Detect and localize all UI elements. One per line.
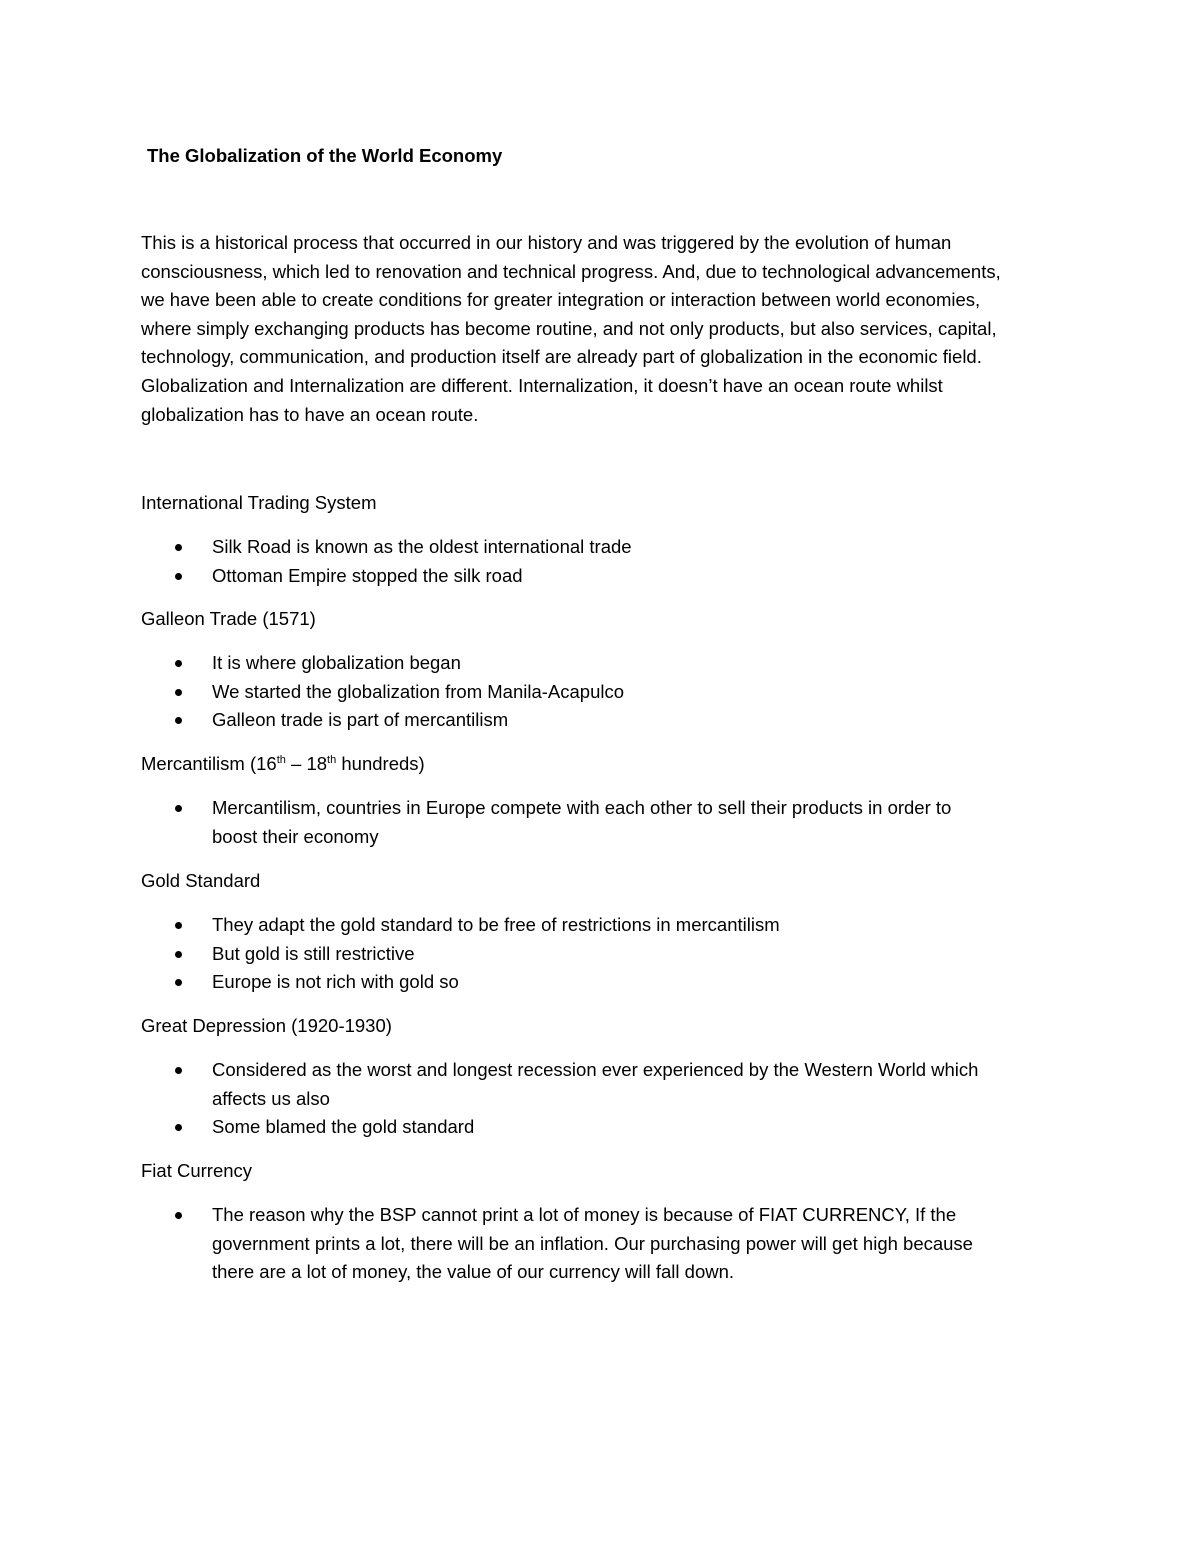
intro-line: globalization has to have an ocean route. (141, 403, 479, 425)
list-item-text: But gold is still restrictive (212, 942, 415, 964)
document-title: The Globalization of the World Economy (147, 145, 503, 166)
section-heading-gold-standard: Gold Standard (141, 870, 261, 891)
list-item-text: Silk Road is known as the oldest international trade (212, 536, 632, 557)
heading-text: hundreds) (336, 753, 425, 774)
bullet-icon (175, 1212, 182, 1219)
section-heading-galleon-trade: Galleon Trade (1571) (141, 608, 316, 629)
list-item-text: Ottoman Empire stopped the silk road (212, 564, 523, 586)
list-item (141, 911, 1081, 940)
list-item (141, 794, 1081, 851)
list-item (141, 1201, 1081, 1287)
list-item (141, 562, 1081, 591)
section-heading-mercantilism (141, 750, 425, 778)
heading-text: Mercantilism (16 (141, 753, 277, 774)
list-item (141, 706, 1081, 735)
intro-paragraph (141, 229, 1081, 429)
list-item (141, 1113, 1081, 1142)
section-heading-fiat-currency: Fiat Currency (141, 1160, 253, 1181)
list-item-text: affects us also (212, 1087, 330, 1109)
bullet-list-international-trading-system (141, 533, 1081, 590)
list-item-text: Some blamed the gold standard (212, 1116, 475, 1138)
list-item (141, 678, 1081, 707)
bullet-icon (175, 951, 182, 958)
list-item-text: They adapt the gold standard to be free of restrictions in mercantilism (212, 914, 780, 935)
bullet-list-great-depression (141, 1056, 1081, 1142)
list-item-text: We started the globalization from Manila-Acapulco (212, 680, 625, 702)
list-item (141, 649, 1081, 678)
bullet-icon (175, 573, 182, 580)
list-item-text: It is where globalization began (212, 652, 461, 673)
bullet-icon (175, 979, 182, 986)
bullet-list-fiat-currency (141, 1201, 1081, 1287)
intro-line: consciousness, which led to renovation and technical progress. And, due to technological advancements, (141, 260, 1001, 282)
ordinal-suffix: th (327, 754, 337, 766)
list-item-text: there are a lot of money, the value of our currency will fall down. (212, 1261, 735, 1283)
intro-line: technology, communication, and production itself are already part of globalization in the economic field. (141, 346, 982, 368)
list-item-text: Mercantilism, countries in Europe compete with each other to sell their products in order to (212, 797, 952, 818)
intro-line: This is a historical process that occurred in our history and was triggered by the evolution of human (141, 232, 952, 253)
list-item-text: government prints a lot, there will be an inflation. Our purchasing power will get high because (212, 1232, 973, 1254)
bullet-icon (175, 544, 182, 551)
list-item (141, 533, 1081, 562)
list-item (141, 968, 1081, 997)
bullet-icon (175, 717, 182, 724)
section-heading-international-trading-system: International Trading System (141, 492, 377, 513)
intro-line: where simply exchanging products has become routine, and not only products, but also services, capital, (141, 317, 997, 339)
bullet-icon (175, 1124, 182, 1131)
bullet-icon (175, 922, 182, 929)
bullet-icon (175, 660, 182, 667)
list-item-text: Galleon trade is part of mercantilism (212, 709, 509, 731)
heading-text: – 18 (285, 753, 328, 774)
bullet-icon (175, 805, 182, 812)
bullet-icon (175, 1067, 182, 1074)
bullet-list-galleon-trade (141, 649, 1081, 735)
intro-line: we have been able to create conditions for greater integration or interaction between world economies, (141, 289, 981, 311)
list-item-text: The reason why the BSP cannot print a lot of money is because of FIAT CURRENCY, If the (212, 1204, 957, 1225)
list-item (141, 940, 1081, 969)
list-item-text: Considered as the worst and longest recession ever experienced by the Western World which (212, 1059, 979, 1080)
list-item-text: Europe is not rich with gold so (212, 971, 459, 993)
bullet-list-mercantilism (141, 794, 1081, 851)
bullet-list-gold-standard (141, 911, 1081, 997)
ordinal-suffix: th (276, 754, 286, 766)
list-item (141, 1056, 1081, 1113)
list-item-text: boost their economy (212, 825, 379, 847)
intro-line: Globalization and Internalization are different. Internalization, it doesn’t have an ocean route whilst (141, 374, 943, 396)
bullet-icon (175, 689, 182, 696)
section-heading-great-depression: Great Depression (1920-1930) (141, 1015, 392, 1036)
